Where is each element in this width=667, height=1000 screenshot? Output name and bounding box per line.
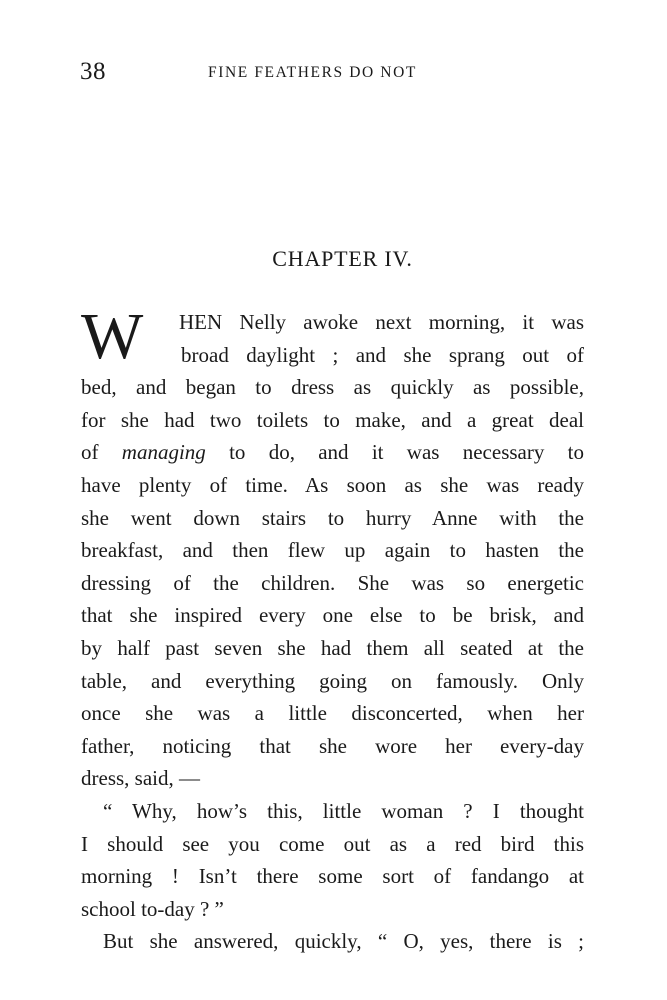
text-line: HEN Nelly awoke next morning, it was <box>179 310 584 334</box>
text-line: she went down stairs to hurry Anne with the <box>81 505 584 530</box>
text-line: bed, and began to dress as quickly as possible, <box>81 375 584 400</box>
text-line <box>81 436 584 469</box>
running-head <box>80 58 585 90</box>
text-line: once she was a little disconcerted, when her <box>81 701 584 726</box>
text-line: dressing of the children. She was so energetic <box>81 570 584 595</box>
chapter-heading: CHAPTER IV. <box>272 246 413 271</box>
text-line: “ Why, how’s this, little woman ? I thought <box>103 798 584 823</box>
text-run: of <box>81 440 122 465</box>
running-title: FINE FEATHERS DO NOT <box>208 64 417 81</box>
drop-cap: W <box>81 300 142 373</box>
text-line: dress, said, — <box>81 766 200 791</box>
body-text <box>81 300 584 958</box>
text-line: that she inspired every one else to be brisk, and <box>81 603 584 628</box>
text-line: But she answered, quickly, “ O, yes, there is ; <box>103 929 584 954</box>
text-line: for she had two toilets to make, and a great deal <box>81 407 584 432</box>
text-line: father, noticing that she wore her every-day <box>81 733 584 758</box>
text-line: table, and everything going on famously. Only <box>81 668 584 693</box>
text-line: school to-day ? ” <box>81 896 224 921</box>
text-line: broad daylight ; and she sprang out of <box>181 342 584 367</box>
italic-word: managing <box>121 440 206 465</box>
text-line: have plenty of time. As soon as she was ready <box>81 472 584 497</box>
text-line: morning ! Isn’t there some sort of fandango at <box>81 864 584 889</box>
text-line: breakfast, and then flew up again to hasten the <box>81 538 584 563</box>
text-line: I should see you come out as a red bird this <box>81 831 584 856</box>
text-run: to do, and it was necessary to <box>205 440 584 465</box>
page-number: 38 <box>80 58 106 85</box>
text-line: by half past seven she had them all seated at the <box>81 635 584 660</box>
